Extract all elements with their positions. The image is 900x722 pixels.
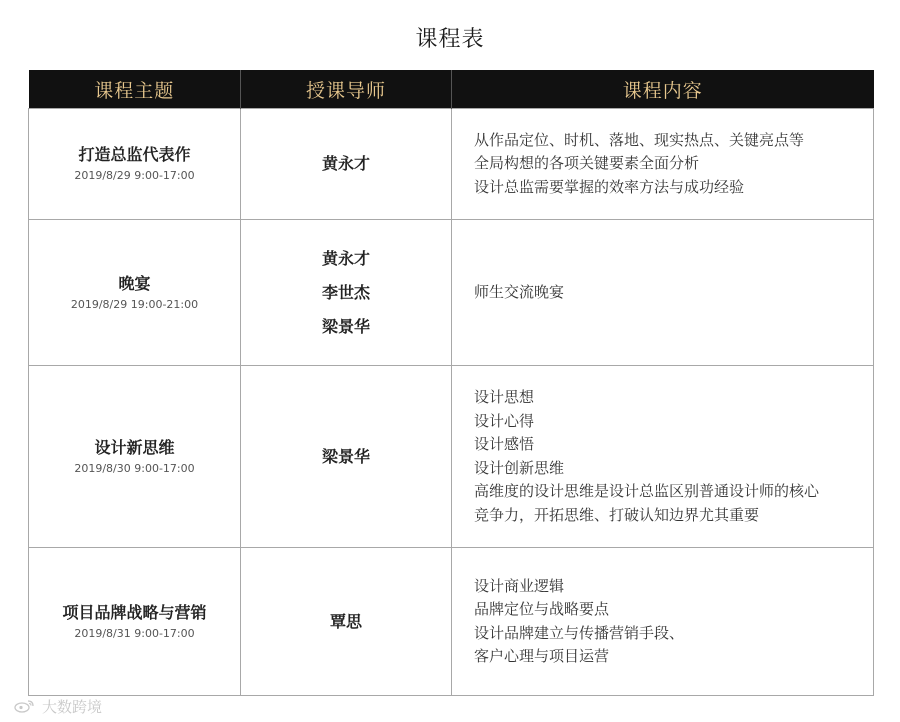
content-line: 高维度的设计思维是设计总监区别普通设计师的核心 (474, 482, 820, 500)
content-line: 设计心得 (474, 411, 535, 430)
topic-title: 打造总监代表作 (78, 145, 191, 164)
content-line: 设计思想 (474, 388, 535, 406)
content-cell (452, 109, 874, 220)
table-row (29, 109, 874, 220)
header-content: 课程内容 (452, 70, 874, 109)
teacher-cell (241, 366, 452, 548)
page-title: 课程表 (415, 27, 485, 52)
topic-date: 2019/8/31 9:00-17:00 (74, 626, 195, 640)
topic-cell (29, 220, 241, 366)
content-cell (452, 366, 874, 548)
topic-date: 2019/8/30 9:00-17:00 (74, 461, 195, 475)
content-line: 设计总监需要掌握的效率方法与成功经验 (474, 177, 745, 196)
topic-title: 晚宴 (118, 273, 151, 293)
table-header-row (29, 70, 874, 109)
table-row (29, 366, 874, 548)
teacher-name: 梁景华 (321, 446, 370, 466)
content-line: 设计品牌建立与传播营销手段、 (474, 623, 685, 642)
topic-title: 设计新思维 (94, 437, 175, 457)
weibo-like-logo-icon (14, 699, 36, 713)
content-cell (452, 220, 874, 366)
topic-title: 项目品牌战略与营销 (62, 602, 207, 622)
content-line: 从作品定位、时机、落地、现实热点、关键亮点等 (474, 130, 805, 149)
teacher-name: 黄永才 (321, 248, 370, 268)
content-line: 全局构想的各项关键要素全面分析 (474, 154, 700, 173)
topic-cell (29, 109, 241, 220)
topic-date: 2019/8/29 19:00-21:00 (70, 297, 199, 311)
teacher-cell (241, 220, 452, 366)
topic-cell (29, 366, 241, 548)
teacher-name: 李世杰 (321, 282, 370, 302)
watermark-text: 大数跨境 (42, 697, 103, 716)
teacher-cell (241, 548, 452, 696)
watermark (14, 695, 102, 717)
teacher-cell (241, 109, 452, 220)
content-line: 设计感悟 (474, 435, 535, 453)
content-line: 设计商业逻辑 (474, 576, 565, 595)
teacher-name: 梁景华 (321, 316, 370, 336)
table-row (29, 548, 874, 696)
course-schedule-table (28, 70, 874, 696)
content-line: 师生交流晚宴 (474, 282, 565, 301)
header-teacher: 授课导师 (241, 70, 452, 109)
content-line: 客户心理与项目运营 (474, 647, 610, 665)
content-cell (452, 548, 874, 696)
topic-cell (29, 548, 241, 696)
teacher-name: 覃思 (329, 611, 362, 631)
content-line: 设计创新思维 (474, 458, 565, 477)
content-line: 品牌定位与战略要点 (474, 600, 610, 618)
teacher-name: 黄永才 (321, 154, 370, 173)
table-row (29, 220, 874, 366)
header-topic: 课程主题 (29, 70, 241, 109)
content-line: 竞争力，开拓思维、打破认知边界尤其重要 (474, 505, 760, 524)
topic-date: 2019/8/29 9:00-17:00 (74, 169, 195, 182)
